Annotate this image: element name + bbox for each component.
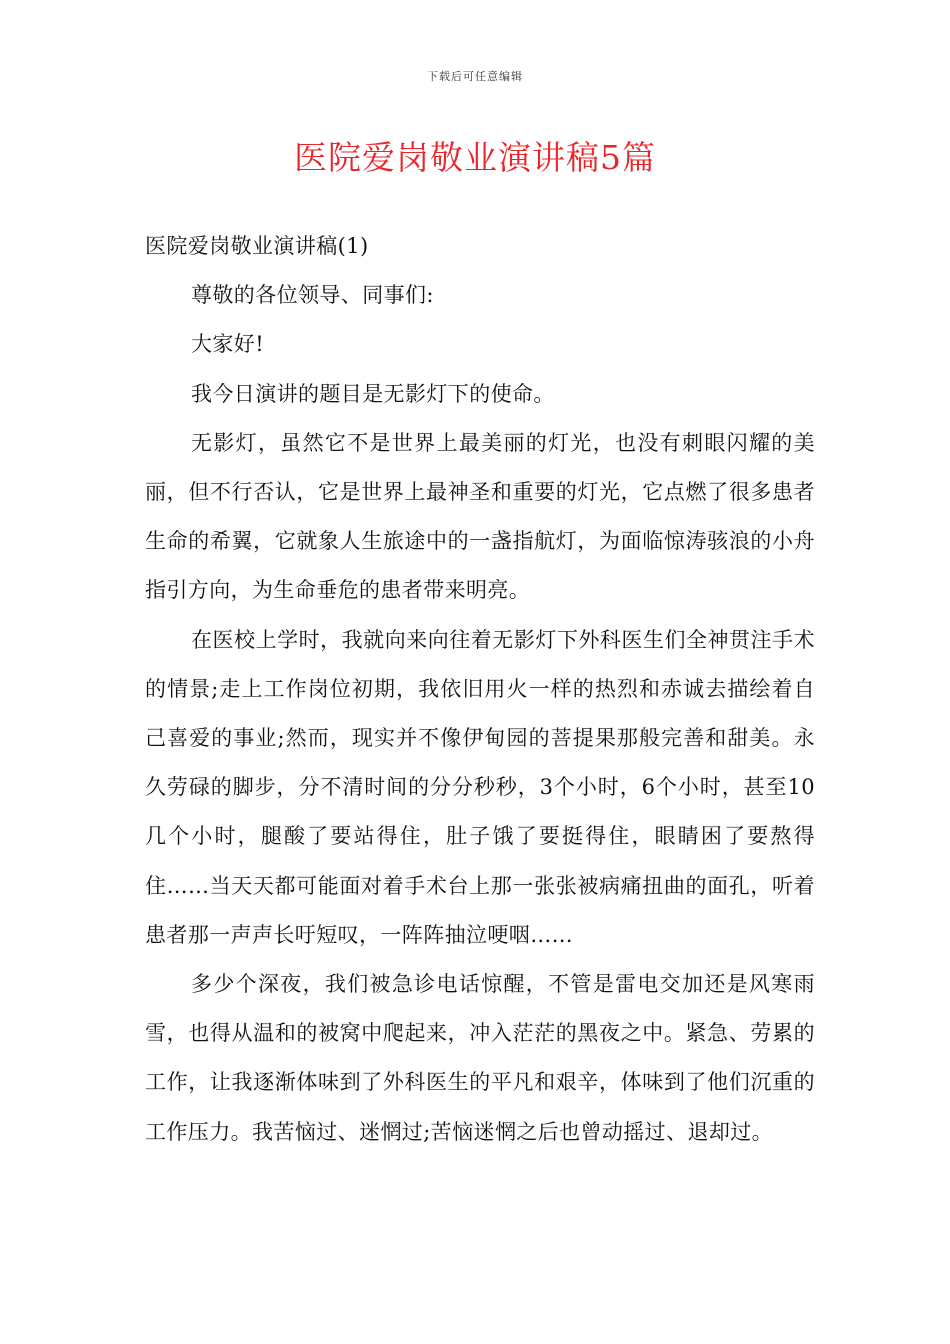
salutation-paragraph: 尊敬的各位领导、同事们: <box>191 283 434 308</box>
topic-paragraph: 我今日演讲的题目是无影灯下的使命。 <box>191 381 555 406</box>
document-body <box>145 222 815 1157</box>
greeting-paragraph: 大家好! <box>191 332 265 357</box>
header-note: 下载后可任意编辑 <box>427 70 523 83</box>
body-paragraph: 在医校上学时，我就向来向往着无影灯下外科医生们全神贯注手术的情景;走上工作岗位初期，我依旧用火一样的热烈和赤诚去描绘着自己喜爱的事业;然而，现实并不像伊甸园的菩提果那般完善和甜美。永久劳碌的脚步，分不清时间的分分秒秒，3个小时，6个小时，甚至10几个小时，腿酸了要站得住，肚子饿了要挺得住，眼睛困了要熬得住……当天天都可能面对着手术台上那一张张被病痛扭曲的面孔，听着患者那一声声长吁短叹，一阵阵抽泣哽咽…… <box>145 627 815 947</box>
document-title: 医院爱岗敬业演讲稿5篇 <box>294 138 656 177</box>
section-heading: 医院爱岗敬业演讲稿(1) <box>145 234 369 258</box>
body-paragraph: 多少个深夜，我们被急诊电话惊醒，不管是雷电交加还是风寒雨雪，也得从温和的被窝中爬起来，冲入茫茫的黑夜之中。紧急、劳累的工作，让我逐渐体味到了外科医生的平凡和艰辛，体味到了他们沉重的工作压力。我苦恼过、迷惘过;苦恼迷惘之后也曾动摇过、退却过。 <box>145 972 815 1144</box>
body-paragraph: 无影灯，虽然它不是世界上最美丽的灯光，也没有刺眼闪耀的美丽，但不行否认，它是世界上最神圣和重要的灯光，它点燃了很多患者生命的希翼，它就象人生旅途中的一盏指航灯，为面临惊涛骇浪的小舟指引方向，为生命垂危的患者带来明亮。 <box>145 430 815 603</box>
